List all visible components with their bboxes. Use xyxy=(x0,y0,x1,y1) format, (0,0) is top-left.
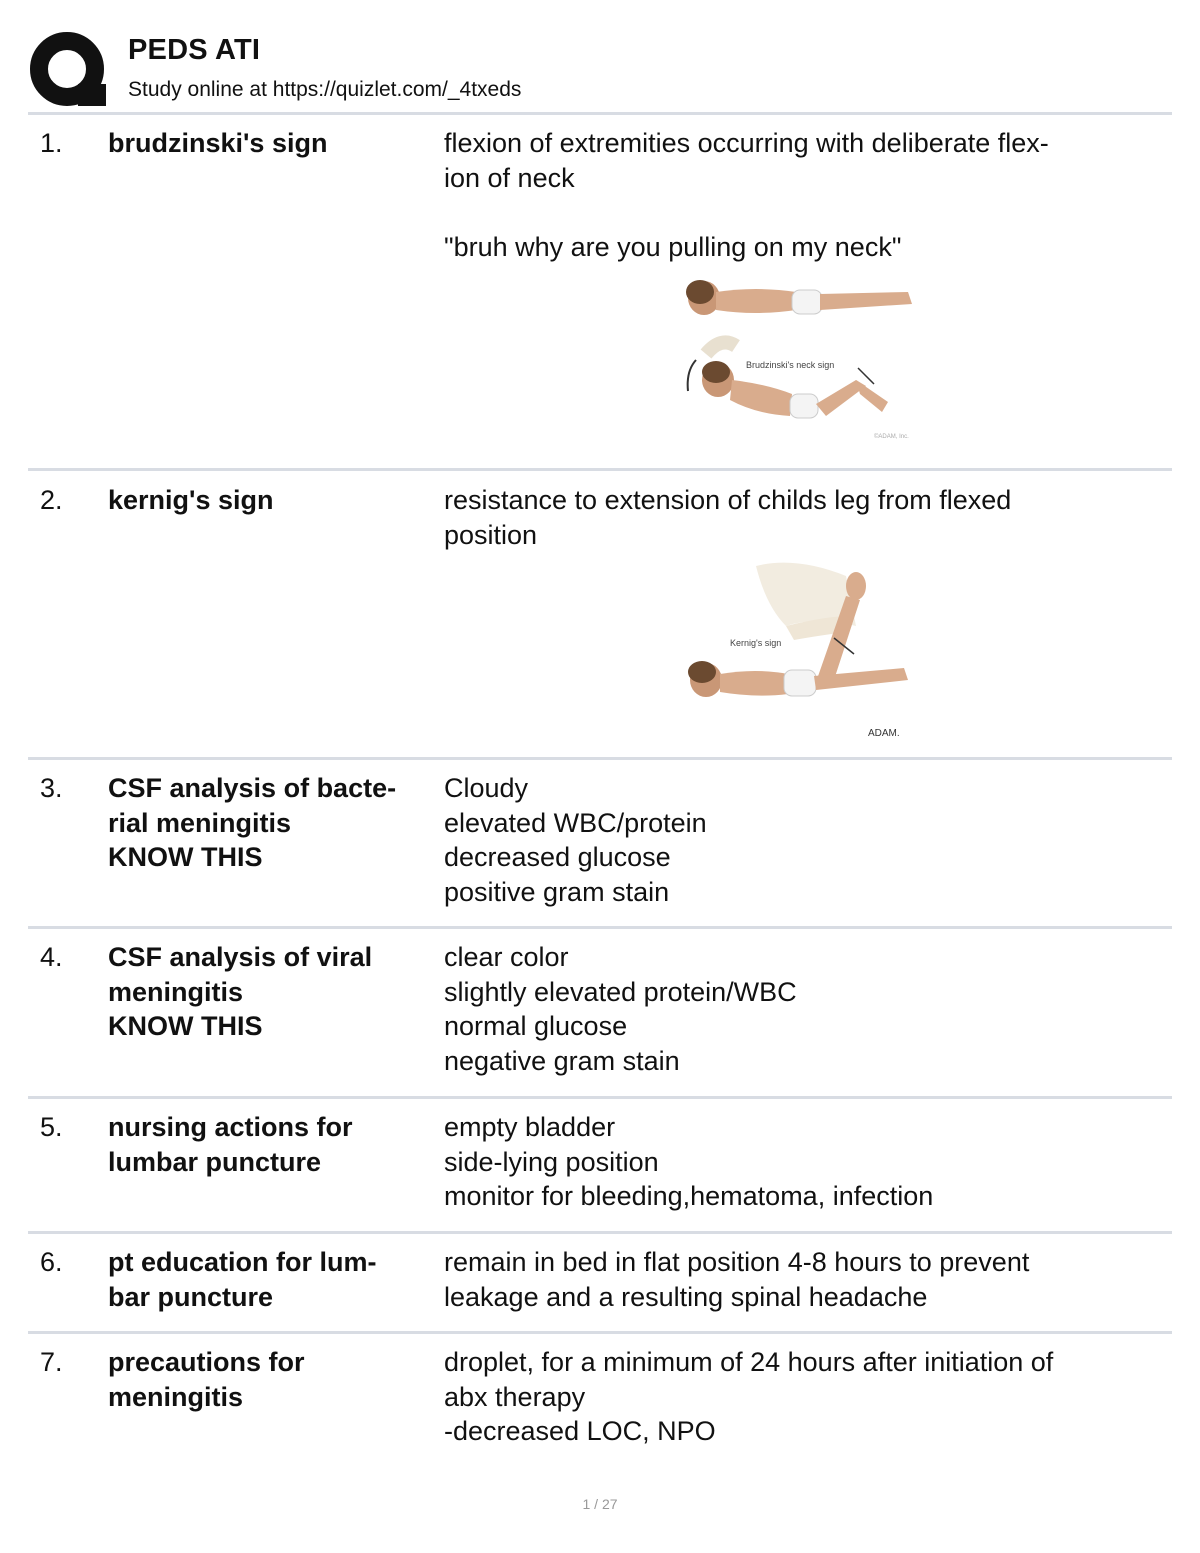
card-term: brudzinski's sign xyxy=(108,128,328,158)
card-term: pt education for lum- bar puncture xyxy=(108,1247,377,1312)
card-number: 2. xyxy=(40,485,63,515)
page-title: PEDS ATI xyxy=(128,34,261,66)
figure-credit: ©ADAM, Inc. xyxy=(874,434,909,440)
card-term: kernig's sign xyxy=(108,485,274,515)
card-number: 6. xyxy=(40,1247,63,1277)
divider xyxy=(28,926,1172,929)
card-number: 4. xyxy=(40,942,63,972)
card-definition: flexion of extremities occurring with deliberate flex- ion of neck "bruh why are you pulling on my neck" xyxy=(444,128,1049,262)
card-definition: resistance to extension of childs leg from flexed position xyxy=(444,485,1012,550)
figure-label: Kernig's sign xyxy=(730,638,782,648)
divider xyxy=(28,757,1172,760)
page-header xyxy=(28,30,1172,110)
card-number: 7. xyxy=(40,1347,63,1377)
card-term: nursing actions for lumbar puncture xyxy=(108,1112,353,1177)
card-definition: Cloudy elevated WBC/protein decreased glucose positive gram stain xyxy=(444,773,707,907)
page-number: 1 / 27 xyxy=(582,1496,618,1512)
card-number: 1. xyxy=(40,128,63,158)
card-definition: remain in bed in flat position 4-8 hours to prevent leakage and a resulting spinal headache xyxy=(444,1247,1030,1312)
divider xyxy=(28,468,1172,471)
divider xyxy=(28,1096,1172,1099)
figure-label: Brudzinski's neck sign xyxy=(746,360,835,370)
divider xyxy=(28,112,1172,115)
quizlet-logo-icon xyxy=(28,30,108,110)
study-link[interactable]: Study online at https://quizlet.com/_4txeds xyxy=(128,78,522,101)
card-number: 5. xyxy=(40,1112,63,1142)
figure-credit: ADAM. xyxy=(868,728,900,739)
card-term: CSF analysis of viral meningitis KNOW THIS xyxy=(108,942,373,1041)
divider xyxy=(28,1231,1172,1234)
card-term: CSF analysis of bacte- rial meningitis KNOW THIS xyxy=(108,773,397,872)
card-number: 3. xyxy=(40,773,63,803)
kernig-illustration xyxy=(676,556,926,746)
brudzinski-illustration xyxy=(676,276,926,444)
card-term: precautions for meningitis xyxy=(108,1347,305,1412)
card-definition: clear color slightly elevated protein/WBC normal glucose negative gram stain xyxy=(444,942,797,1076)
card-definition: droplet, for a minimum of 24 hours after initiation of abx therapy -decreased LOC, NPO xyxy=(444,1347,1054,1446)
divider xyxy=(28,1331,1172,1334)
card-definition: empty bladder side-lying position monitor for bleeding,hematoma, infection xyxy=(444,1112,934,1211)
